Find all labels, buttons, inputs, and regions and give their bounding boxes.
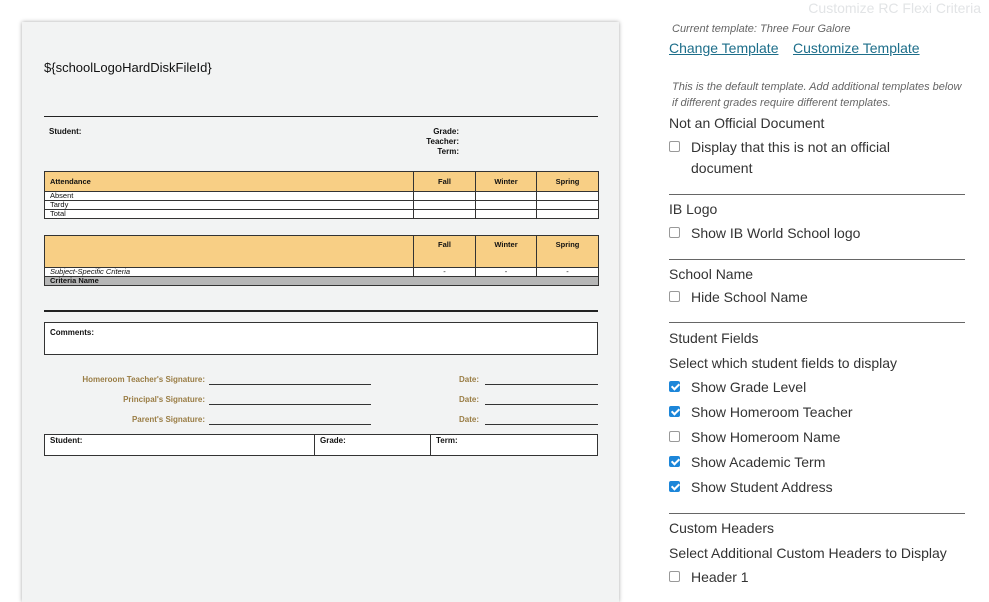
ib-logo-section-title: IB Logo <box>669 201 718 217</box>
comments-box <box>44 322 598 355</box>
show-homeroom-name-label: Show Homeroom Name <box>691 429 841 445</box>
criteria-header-blank <box>45 236 414 268</box>
checkbox-icon[interactable] <box>669 381 680 392</box>
student-fields-subtitle: Select which student fields to display <box>669 355 898 371</box>
criteria-col-spring: Spring <box>537 236 599 268</box>
homeroom-signature-label: Homeroom Teacher's Signature: <box>82 375 205 384</box>
attendance-title: Attendance <box>45 172 414 192</box>
show-grade-level-label: Show Grade Level <box>691 379 807 395</box>
parent-signature-line <box>209 424 371 425</box>
header-1-checkbox[interactable] <box>669 567 749 588</box>
criteria-value-fall: - <box>414 268 476 277</box>
criteria-name-row: Criteria Name <box>45 277 599 286</box>
school-logo-placeholder: ${schoolLogoHardDiskFileId} <box>44 60 212 75</box>
parent-date-label: Date: <box>458 415 479 424</box>
attendance-col-winter: Winter <box>476 172 537 192</box>
show-homeroom-name-checkbox[interactable] <box>669 427 840 448</box>
principal-signature-label: Principal's Signature: <box>123 395 205 404</box>
parent-signature-label: Parent's Signature: <box>131 415 205 424</box>
change-template-link[interactable]: Change Template <box>669 40 779 56</box>
checkbox-icon[interactable] <box>669 141 680 152</box>
principal-date-line <box>485 404 598 405</box>
table-row <box>45 277 599 286</box>
footer-student-label: Student: <box>45 435 315 455</box>
footer-info-row <box>44 434 598 456</box>
section-divider <box>669 194 965 195</box>
header-teacher-label: Teacher: <box>426 137 459 146</box>
parent-date-line <box>485 424 598 425</box>
not-official-option-label: Display that this is not an official <box>691 139 890 155</box>
customize-template-link[interactable]: Customize Template <box>793 40 920 56</box>
not-official-option-cont <box>669 158 752 179</box>
attendance-row-tardy: Tardy <box>45 201 414 210</box>
criteria-value-winter: - <box>476 268 537 277</box>
section-divider <box>669 322 965 323</box>
watermark-text: Customize RC Flexi Criteria <box>808 0 981 16</box>
footer-term-label: Term: <box>436 436 458 445</box>
default-template-note: This is the default template. Add additional templates below if different grades require different templates. <box>672 81 962 109</box>
show-grade-level-checkbox[interactable] <box>669 377 806 398</box>
criteria-value-spring: - <box>537 268 599 277</box>
attendance-table <box>44 171 599 219</box>
checkbox-icon[interactable] <box>669 406 680 417</box>
show-student-address-checkbox[interactable] <box>669 477 833 498</box>
checkbox-icon[interactable] <box>669 456 680 467</box>
attendance-col-spring: Spring <box>537 172 599 192</box>
homeroom-date-line <box>485 384 598 385</box>
header-student-label: Student: <box>49 127 82 136</box>
hide-school-name-checkbox[interactable] <box>669 287 808 308</box>
table-row <box>45 192 599 201</box>
criteria-col-winter: Winter <box>476 236 537 268</box>
not-official-section-title: Not an Official Document <box>669 115 825 131</box>
criteria-table <box>44 235 599 286</box>
checkbox-icon[interactable] <box>669 481 680 492</box>
not-official-option-label-cont: document <box>691 160 753 176</box>
ib-logo-option-label: Show IB World School logo <box>691 225 861 241</box>
checkbox-icon[interactable] <box>669 431 680 442</box>
checkbox-icon[interactable] <box>669 571 680 582</box>
student-fields-section-title: Student Fields <box>669 330 759 346</box>
homeroom-signature-line <box>209 384 371 385</box>
ib-logo-checkbox[interactable] <box>669 223 860 244</box>
show-academic-term-label: Show Academic Term <box>691 454 826 470</box>
attendance-col-fall: Fall <box>414 172 476 192</box>
school-name-section-title: School Name <box>669 266 754 282</box>
criteria-row-label: Subject-Specific Criteria <box>45 268 414 277</box>
table-row <box>45 210 599 219</box>
report-card-preview <box>22 22 619 602</box>
checkbox-icon[interactable] <box>669 227 680 238</box>
homeroom-date-label: Date: <box>458 375 479 384</box>
hide-school-name-option-label: Hide School Name <box>691 289 808 305</box>
footer-grade-label: Grade: <box>315 435 431 455</box>
criteria-col-fall: Fall <box>414 236 476 268</box>
show-academic-term-checkbox[interactable] <box>669 452 825 473</box>
header-divider <box>44 116 598 117</box>
header-1-label: Header 1 <box>691 569 749 585</box>
principal-date-label: Date: <box>458 395 479 404</box>
table-row <box>45 268 599 277</box>
attendance-row-total: Total <box>45 210 414 219</box>
attendance-row-absent: Absent <box>45 192 414 201</box>
header-term-label: Term: <box>437 147 459 156</box>
principal-signature-line <box>209 404 371 405</box>
not-official-checkbox[interactable] <box>669 137 890 158</box>
section-divider <box>669 259 965 260</box>
header-grade-label: Grade: <box>433 127 459 136</box>
show-homeroom-teacher-label: Show Homeroom Teacher <box>691 404 853 420</box>
show-homeroom-teacher-checkbox[interactable] <box>669 402 853 423</box>
custom-headers-subtitle: Select Additional Custom Headers to Display <box>669 545 947 561</box>
current-template-text: Current template: Three Four Galore <box>672 23 851 35</box>
comments-divider <box>44 310 598 312</box>
table-row <box>45 201 599 210</box>
custom-headers-section-title: Custom Headers <box>669 520 775 536</box>
show-student-address-label: Show Student Address <box>691 479 833 495</box>
checkbox-icon[interactable] <box>669 291 680 302</box>
section-divider <box>669 513 965 514</box>
comments-label: Comments: <box>50 328 95 337</box>
